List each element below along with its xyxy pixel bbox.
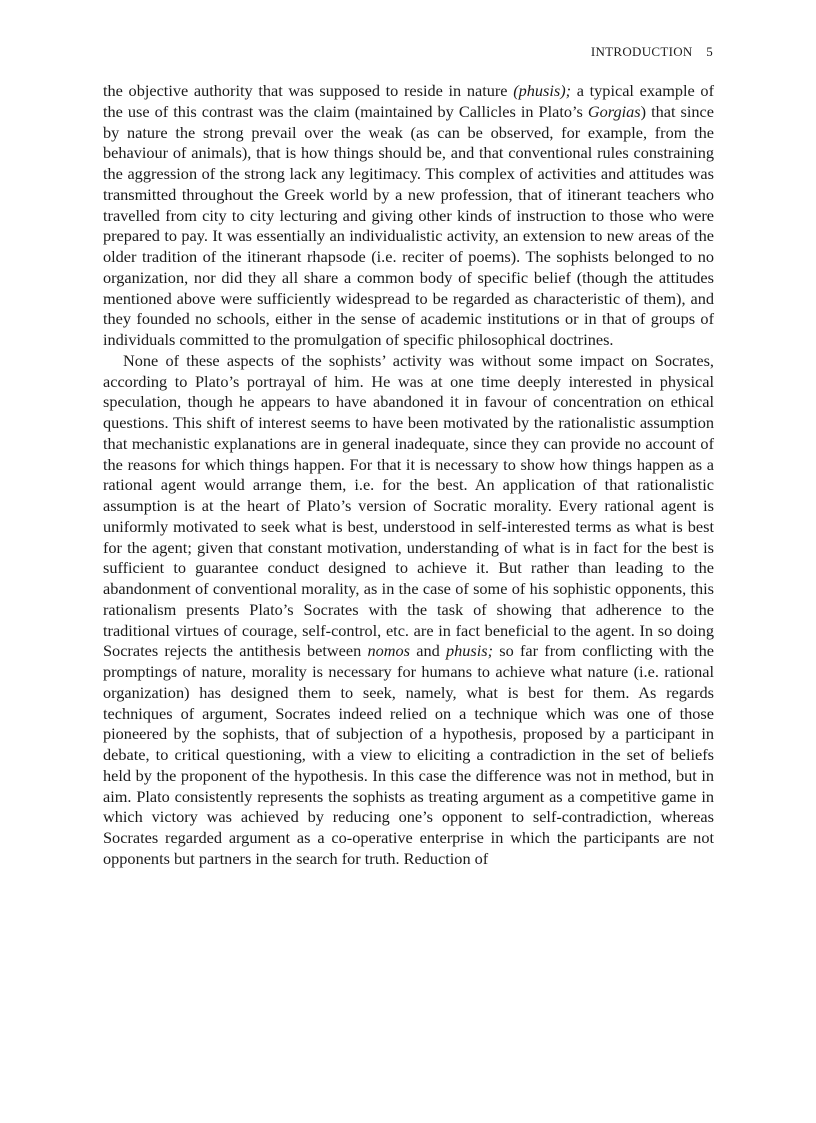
paragraph-1-text-b: a typical example of the use of this contrast was the claim (maintained by Callicles in Plato’s bbox=[103, 81, 714, 121]
paragraph-1-text-c: ) that since by nature the strong prevail over the weak (as can be observed, for example, from the behaviour of animals), that is how things should be, and that conventional rules constraining the aggression of the strong lack any legitimacy. This complex of activities and attitudes was transmitted throughout the Greek world by a new profession, that of itinerant teachers who travelled from city to city lecturing and giving other kinds of instruction to those who were prepared to pay. It was essentially an individualistic activity, an extension to new areas of the older tradition of the itinerant rhapsode (i.e. reciter of poems). The sophists belonged to no organization, nor did they all share a common body of specific belief (though the attitudes mentioned above were sufficiently widespread to be regarded as characteristic of them), and they founded no schools, either in the sense of academic institutions or in that of groups of individuals committed to the promulgation of specific philosophical doctrines. bbox=[103, 101, 714, 349]
paragraph-2-text-c: so far from conflicting with the promptings of nature, morality is necessary for humans to achieve what nature (i.e. rational organization) has designed them to seek, namely, what is best for them. As regards techniques of argument, Socrates indeed relied on a technique which was one of those pioneered by the sophists, that of subjection of a hypothesis, proposed by a participant in debate, to critical questioning, with a view to eliciting a contradiction in the set of beliefs held by the proponent of the hypothesis. In this case the difference was not in method, but in aim. Plato consistently represents the sophists as treating argument as a competitive game in which victory was achieved by reducing one’s opponent to self-contradiction, whereas Socrates regarded argument as a co-operative enterprise in which the participants are not opponents but partners in the search for truth. Reduction of bbox=[103, 641, 714, 868]
body-text bbox=[103, 81, 714, 870]
paragraph-2 bbox=[103, 351, 714, 870]
paragraph-2-text-a: None of these aspects of the sophists’ activity was without some impact on Socrates, according to Plato’s portrayal of him. He was at one time deeply interested in physical speculation, though he appears to have abandoned it in favour of concentration on ethical questions. This shift of interest seems to have been motivated by the rationalistic assumption that mechanistic explanations are in general inadequate, since they can provide no account of the reasons for which things happen. For that it is necessary to show how things happen as a rational agent would arrange them, i.e. for the best. An application of that rationalistic assumption is at the heart of Plato’s version of Socratic morality. Every rational agent is uniformly motivated to seek what is best, understood in self-interested terms as what is best for the agent; given that constant motivation, understanding of what is in fact for the best is sufficient to guarantee conduct designed to achieve it. But rather than leading to the abandonment of conventional morality, as in the case of some of his sophistic opponents, this rationalism presents Plato’s Socrates with the task of showing that adherence to the traditional virtues of courage, self-control, etc. are in fact beneficial to the agent. In so doing Socrates rejects the antithesis between bbox=[103, 350, 714, 661]
paragraph-1-text-a: the objective authority that was supposed to reside in nature bbox=[103, 81, 514, 100]
paragraph-2-text-b: and bbox=[409, 641, 446, 661]
title-gorgias: Gorgias bbox=[587, 101, 641, 121]
page-number: 5 bbox=[706, 44, 713, 59]
term-phusis-2: phusis; bbox=[445, 641, 494, 661]
paragraph-1 bbox=[103, 81, 714, 351]
term-phusis: (phusis); bbox=[513, 81, 572, 100]
running-head bbox=[591, 44, 713, 60]
running-title: INTRODUCTION bbox=[590, 44, 693, 59]
term-nomos: nomos bbox=[367, 641, 410, 661]
